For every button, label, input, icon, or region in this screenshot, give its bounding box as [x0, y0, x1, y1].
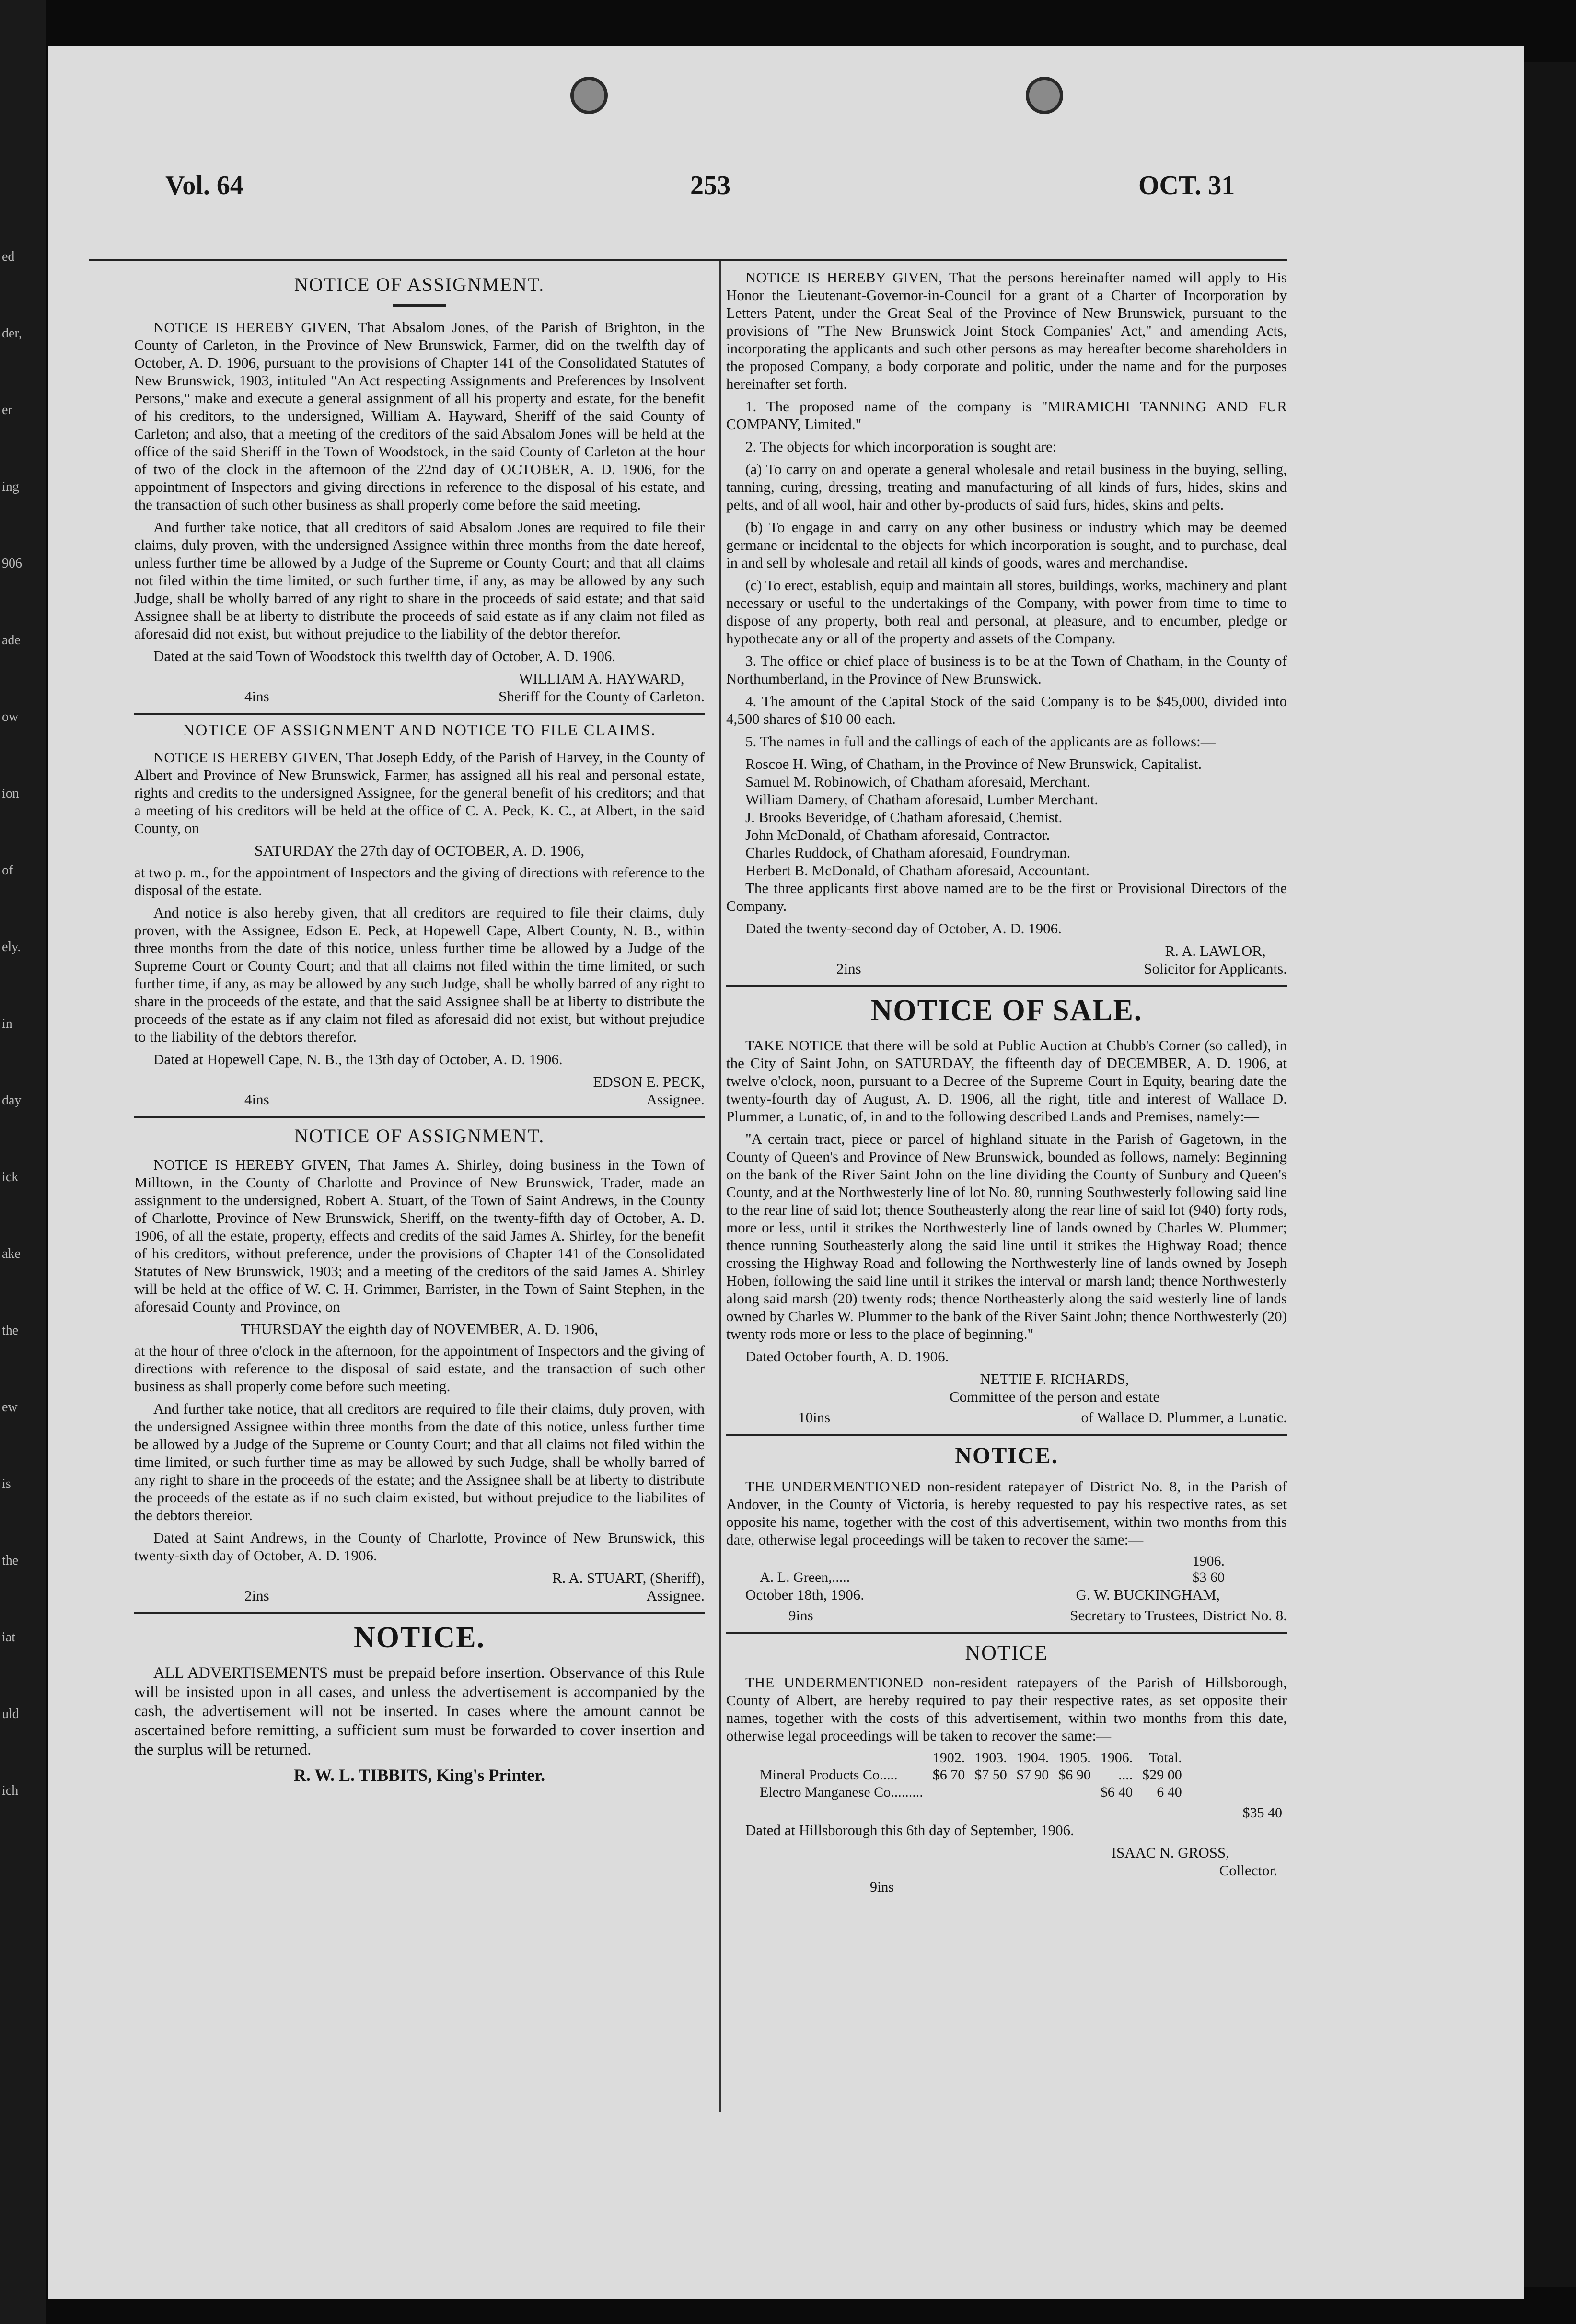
notice-paragraph: THE UNDERMENTIONED non-resident ratepayer of District No. 8, in the Parish of Andover, in the County of Victoria, is hereby requested to pay his respective rates, as set opposite his name, together with the cost of this advertisement, within two months from this date, otherwise legal proceedings will be taken to recover the same:— — [726, 1478, 1287, 1548]
notice-paragraph: NOTICE IS HEREBY GIVEN, That the persons hereinafter named will apply to His Honor the Lieutenant-Governor-in-Council for a grant of a Charter of Incorporation by Letters Patent, under the Great Seal of the Province of New Brunswick, pursuant to the provisions of "The New Brunswick Joint Stock Companies' Act," and amending Acts, incorporating the applicants and such other persons as may hereafter become shareholders in the proposed Company, a body corporate and politic, under the name and for the purposes hereinafter set forth. — [726, 269, 1287, 392]
table-row — [755, 1766, 1187, 1784]
column-header: Total. — [1149, 1750, 1182, 1766]
ratepayer-name: Mineral Products Co..... — [760, 1767, 898, 1783]
margin-fragment: of — [2, 863, 13, 878]
page-number: 253 — [690, 171, 730, 200]
margin-fragment: uld — [2, 1707, 19, 1721]
rates-table — [755, 1749, 1187, 1801]
signer-role: of Wallace D. Plummer, a Lunatic. — [1081, 1409, 1287, 1426]
table-cell: .... — [1118, 1767, 1133, 1783]
notice-paragraph: 1. The proposed name of the company is "MIRAMICHI TANNING AND FUR COMPANY, Limited." — [726, 398, 1287, 432]
applicant-line: Samuel M. Robinowich, of Chatham aforesaid, Merchant. — [745, 773, 1090, 790]
notice-paragraph: NOTICE IS HEREBY GIVEN, That Joseph Eddy, of the Parish of Harvey, in the County of Albert and Province of New Brunswick, Farmer, has assigned all his real and personal estate, rights and credits to the undersigned Assignee, for the general benefit of his creditors; and that a meeting of his creditors will be held at the office of C. A. Peck, K. C., at Albert, in the said County, on — [134, 749, 705, 837]
margin-fragment: ew — [2, 1400, 18, 1415]
column-header: 1904. — [1016, 1750, 1049, 1766]
table-cell: $7 50 — [974, 1767, 1007, 1783]
signer-role: Assignee. — [646, 1587, 705, 1604]
signature-block — [134, 670, 705, 705]
notice-incorporation — [726, 268, 1287, 977]
signer-name: EDSON E. PECK, — [593, 1073, 705, 1090]
signer — [1144, 942, 1287, 977]
meeting-date: THURSDAY the eighth day of NOVEMBER, A. D. 1906, — [240, 1320, 599, 1337]
column-header: 1903. — [974, 1750, 1007, 1766]
signer-name: R. A. STUART, (Sheriff), — [552, 1569, 705, 1586]
notice-title: NOTICE OF SALE. — [870, 994, 1143, 1027]
notice-paragraph: at the hour of three o'clock in the afternoon, for the appointment of Inspectors and the giving of directions with reference to the disposal of said estate, and the transaction of such other business as shall properly come before such meeting. — [134, 1342, 705, 1394]
ratepayer-name: A. L. Green,..... — [760, 1569, 850, 1585]
dated-line: Dated at Saint Andrews, in the County of Charlotte, Province of New Brunswick, this twenty-sixth day of October, A. D. 1906. — [134, 1529, 705, 1564]
table-cell: $6 70 — [932, 1767, 965, 1783]
notice-assignment-eddy — [134, 721, 705, 1108]
signer-role: Assignee. — [646, 1091, 705, 1108]
table-header-row — [755, 1749, 1187, 1766]
notice-title: NOTICE. — [955, 1443, 1058, 1468]
margin-fragment: ake — [2, 1246, 21, 1261]
notice-hillsborough-rates — [726, 1640, 1287, 1895]
margin-fragment: day — [2, 1093, 22, 1108]
applicant-line: Charles Ruddock, of Chatham aforesaid, Foundryman. — [745, 844, 1071, 861]
ratepayer-name: Electro Manganese Co......... — [760, 1784, 923, 1800]
year-header: 1906. — [1192, 1553, 1225, 1569]
signer-role: Collector. — [1219, 1862, 1277, 1879]
margin-fragment: ick — [2, 1170, 19, 1185]
notice-paragraph: (a) To carry on and operate a general wholesale and retail business in the buying, selling, tanning, curing, dressing, treating and manufacturing of all kinds of furs, hides, skins and pelts, and of all wool, hair and other by-products of said furs, hides, skins and pelts. — [726, 461, 1287, 513]
notice-title: NOTICE OF ASSIGNMENT AND NOTICE TO FILE CLAIMS. — [183, 721, 656, 739]
signer-name: WILLIAM A. HAYWARD, — [519, 670, 684, 687]
insertion-count: 2ins — [836, 960, 861, 977]
dated-line: Dated at Hopewell Cape, N. B., the 13th day of October, A. D. 1906. — [153, 1051, 563, 1068]
notice-paragraph: NOTICE IS HEREBY GIVEN, That Absalom Jones, of the Parish of Brighton, in the County of Carleton, in the Province of New Brunswick, Farmer, did on the twelfth day of October, A. D. 1906, pursuant to the provisions of Chapter 141 of the Consolidated Statutes of New Brunswick, 1903, intituled "An Act respecting Assignments and Preferences by Insolvent Persons," make and execute a general assignment of all his property and estate, for the benefit of his creditors, to the undersigned, William A. Hayward, Sheriff of the said County of Carleton; and also, that a meeting of the creditors of the said Absalom Jones will be held at the office of the said Sheriff in the Town of Woodstock, in the said County of Carleton at the hour of two of the clock in the afternoon of the 22nd day of OCTOBER, A. D. 1906, for the appointment of Inspectors and giving directions in reference to the disposal of his estate, and the transaction of such other business as shall properly come before the said meeting. — [134, 319, 705, 513]
notice-title: NOTICE OF ASSIGNMENT. — [294, 1125, 545, 1147]
insertion-count: 4ins — [244, 1091, 269, 1108]
signature-block — [134, 1569, 705, 1604]
margin-fragment: is — [2, 1476, 11, 1491]
notice-assignment-jones — [134, 273, 705, 705]
dated-line: Dated at Hillsborough this 6th day of September, 1906. — [745, 1822, 1074, 1838]
notice-prepaid-advertisements — [134, 1621, 705, 1785]
page-edge-shadow — [1524, 62, 1576, 2287]
insertion-count: 9ins — [788, 1607, 813, 1624]
notice-title: NOTICE. — [353, 1621, 486, 1654]
dated-line: Dated the twenty-second day of October, A. D. 1906. — [745, 920, 1062, 937]
margin-fragment: ow — [2, 709, 19, 724]
notice-paragraph: 5. The names in full and the callings of each of the applicants are as follows:— — [745, 733, 1216, 750]
insertion-count: 9ins — [870, 1879, 894, 1895]
margin-fragment: der, — [2, 326, 22, 341]
margin-fragment: er — [2, 403, 12, 418]
notice-title: NOTICE OF ASSIGNMENT. — [294, 274, 545, 295]
notice-paragraph: "A certain tract, piece or parcel of highland situate in the Parish of Gagetown, in the County of Queen's and Province of New Brunswick, bounded as follows, namely: Beginning on the bank of the River Saint John on the line dividing the County of Sunbury and Queen's County, and at the Northwesterly line of lot No. 80, running Southwesterly following said line to the rear line of said lot; thence Southeasterly along the rear line of said lot (940) forty rods, more or less, until it strikes the Northwesterly line of lands owned by Charles W. Plummer; thence running Southeasterly along the said line until it strikes the Highway Road; thence crossing the Highway Road and following the Northwesterly line of lands owned by Joseph Hoben, following the said line until it strikes the interval or marsh land; thence Northwesterly along said marsh (20) twenty rods; thence Northeasterly along the said westerly line of lands owned by Charles W. Plummer to the bank of the River Saint John; thence Northwesterly (20) twenty rods more or less to the place of beginning." — [726, 1130, 1287, 1342]
insertion-count: 4ins — [244, 688, 269, 705]
notice-paragraph: TAKE NOTICE that there will be sold at Public Auction at Chubb's Corner (so called), in the City of Saint John, on SATURDAY, the fifteenth day of DECEMBER, A. D. 1906, at twelve o'clock, noon, pursuant to a Decree of the Supreme Court in Equity, bearing date the twenty-fourth day of August, A. D. 1906, all the right, title and interest of Wallace D. Plummer, a Lunatic, of, in and to the following described Lands and Premises, namely:— — [726, 1037, 1287, 1125]
margin-fragment: ich — [2, 1783, 19, 1798]
notice-paragraph: THE UNDERMENTIONED non-resident ratepayers of the Parish of Hillsborough, County of Albert, are hereby required to pay their respective rates, as set opposite their names, together with the costs of this advertisement, within two months from this date, otherwise legal proceedings will be taken to recover the same:— — [726, 1674, 1287, 1744]
applicant-line: William Damery, of Chatham aforesaid, Lumber Merchant. — [745, 791, 1099, 808]
signer-name: R. A. LAWLOR, — [1165, 942, 1266, 959]
notice-paragraph: 3. The office or chief place of business is to be at the Town of Chatham, in the County of Northumberland, in the Province of New Brunswick. — [726, 652, 1287, 687]
table-cell: $6 40 — [1100, 1784, 1133, 1800]
column-header: 1906. — [1100, 1750, 1133, 1766]
notice-divider — [134, 713, 705, 715]
punch-hole — [570, 77, 608, 114]
meeting-date: SATURDAY the 27th day of OCTOBER, A. D. 1906, — [254, 842, 585, 859]
signer-name: G. W. BUCKINGHAM, — [1076, 1586, 1220, 1603]
notice-paragraph: (b) To engage in and carry on any other business or industry which may be deemed germane or incidental to the objects for which incorporation is sought, and to purchase, deal in and sell by wholesale and retail all kinds of goods, wares and merchandise. — [726, 519, 1287, 571]
margin-fragment: 906 — [2, 556, 22, 571]
notice-of-sale — [726, 994, 1287, 1426]
column-header: 1902. — [932, 1750, 965, 1766]
rate-amount: $3 60 — [1192, 1569, 1225, 1585]
signature-block — [134, 1073, 705, 1108]
margin-fragment: iat — [2, 1630, 15, 1645]
table-cell: $7 90 — [1016, 1767, 1049, 1783]
margin-fragment: the — [2, 1323, 19, 1338]
notice-divider — [726, 1434, 1287, 1436]
volume-label: Vol. 64 — [165, 171, 243, 200]
signer-name: NETTIE F. RICHARDS, — [980, 1371, 1129, 1387]
adjacent-page-strip — [0, 0, 46, 2324]
table-cell — [1054, 1784, 1096, 1801]
table-cell — [928, 1784, 970, 1801]
signer-role: Sheriff for the County of Carleton. — [498, 688, 705, 705]
margin-fragment: ing — [2, 479, 19, 494]
signer — [498, 670, 705, 705]
applicant-line: J. Brooks Beveridge, of Chatham aforesaid, Chemist. — [745, 809, 1063, 825]
column-separator — [719, 261, 721, 2112]
notice-divider — [134, 1116, 705, 1118]
notice-divider — [726, 1632, 1287, 1634]
table-cell: $29 00 — [1142, 1767, 1182, 1783]
grand-total: $35 40 — [1242, 1805, 1282, 1821]
right-column — [726, 268, 1287, 2114]
table-cell: $6 90 — [1058, 1767, 1091, 1783]
signature-block — [726, 942, 1287, 977]
left-column — [134, 268, 705, 2138]
title-rule — [393, 304, 446, 307]
signer-role: Secretary to Trustees, District No. 8. — [1070, 1607, 1287, 1624]
notice-title: NOTICE — [965, 1641, 1048, 1664]
notice-andover-rates — [726, 1442, 1287, 1624]
signature-block — [726, 1586, 1287, 1604]
punch-hole — [1026, 77, 1063, 114]
dated-line: Dated at the said Town of Woodstock this twelfth day of October, A. D. 1906. — [153, 648, 616, 664]
header-rule — [89, 259, 1287, 261]
notice-date: October 18th, 1906. — [745, 1586, 864, 1603]
notice-paragraph: NOTICE IS HEREBY GIVEN, That James A. Shirley, doing business in the Town of Milltown, in the County of Charlotte and Province of New Brunswick, Trader, made an assignment to the undersigned, Robert A. Stuart, of the Town of Saint Andrews, in the County of Charlotte, Province of New Brunswick, Sheriff, on the twenty-fifth day of October, A. D. 1906, of all the estate, property, effects and credits of the said James A. Shirley, for the benefit of his creditors, without preference, under the provisions of Chapter 141 of the Consolidated Statutes of New Brunswick, 1903; and a meeting of the creditors of the said James A. Shirley will be held at the office of W. C. H. Grimmer, Barrister, in the Town of Saint Stephen, in the aforesaid County and Province, on — [134, 1156, 705, 1315]
margin-fragment: ely. — [2, 940, 21, 954]
signature-block — [726, 1408, 1287, 1426]
insertion-count: 2ins — [244, 1587, 269, 1604]
notice-assignment-shirley — [134, 1125, 705, 1604]
margin-fragment: ade — [2, 633, 21, 648]
margin-fragment: ed — [2, 249, 15, 264]
issue-date: OCT. 31 — [1138, 171, 1235, 200]
applicant-line: John McDonald, of Chatham aforesaid, Contractor. — [745, 826, 1050, 843]
kings-printer-signature: R. W. L. TIBBITS, King's Printer. — [293, 1766, 545, 1785]
notice-paragraph: at two p. m., for the appointment of Inspectors and the giving of directions with reference to the disposal of the estate. — [134, 864, 705, 898]
margin-fragment: in — [2, 1016, 12, 1031]
table-cell — [1012, 1784, 1054, 1801]
rate-row — [726, 1569, 1287, 1586]
signature-block — [726, 1606, 1287, 1624]
notice-paragraph: ALL ADVERTISEMENTS must be prepaid before insertion. Observance of this Rule will be insisted upon in all cases, and unless the advertisement is accompanied by the cash, the advertisement will not be inserted. In cases where the amount cannot be ascertained before remitting, a sufficient sum must be forwarded to cover insertion and the surplus will be returned. — [134, 1664, 705, 1758]
signer-role: Committee of the person and estate — [949, 1388, 1160, 1405]
signer-role: Solicitor for Applicants. — [1144, 960, 1287, 977]
notice-paragraph: (c) To erect, establish, equip and maintain all stores, buildings, works, machinery and plant necessary or useful to the undertakings of the Company, with power from time to time to dispose of any property, both real and personal, at pleasure, and to encumber, pledge or hypothecate any or all of the property and assets of the Company. — [726, 577, 1287, 647]
table-cell — [970, 1784, 1012, 1801]
insertion-count: 10ins — [798, 1409, 831, 1426]
signer — [593, 1073, 705, 1108]
notice-paragraph: And further take notice, that all creditors of said Absalom Jones are required to file their claims, duly proven, with the undersigned Assignee within three months from the date hereof, unless further time be allowed by a Judge of the Supreme or County Court; and that all claims not filed within the time limited, or such further time, if any, as may be allowed by any such Judge, shall be wholly barred of any right to share in the proceeds of said estate; and that said Assignee shall be at liberty to distribute the proceeds of said estate as if any claim not filed as aforesaid did not exist, but without prejudice to the liability of the debtor therefor. — [134, 519, 705, 642]
notice-paragraph: 2. The objects for which incorporation is sought are: — [745, 438, 1057, 455]
applicant-line: Herbert B. McDonald, of Chatham aforesaid, Accountant. — [745, 862, 1089, 879]
table-cell: 6 40 — [1157, 1784, 1182, 1800]
margin-fragment: the — [2, 1553, 19, 1568]
table-row — [755, 1784, 1187, 1801]
notice-paragraph: And notice is also hereby given, that all creditors are required to file their claims, duly proven, with the Assignee, Edson E. Peck, at Hopewell Cape, Albert County, N. B., within three months from the date of this notice, unless further time be allowed by a Judge of the Supreme Court or County Court; and that all claims not filed within the time limited, or such further time, if any, as may be allowed by any such Judge, shall be wholly barred of any right to share in the proceeds of the estate, and that the said Assignee shall be at liberty to distribute the proceeds of the estate as if any claim not filed as aforesaid did not exist, but without prejudice to the liability of the debtors therefor. — [134, 904, 705, 1045]
margin-fragment: ion — [2, 786, 19, 801]
notice-paragraph: The three applicants first above named are to be the first or Provisional Directors of the Company. — [726, 880, 1287, 914]
signer-name: ISAAC N. GROSS, — [1111, 1844, 1229, 1861]
applicant-line: Roscoe H. Wing, of Chatham, in the Province of New Brunswick, Capitalist. — [745, 755, 1202, 772]
notice-paragraph: 4. The amount of the Capital Stock of the said Company is to be $45,000, divided into 4,500 shares of $10 00 each. — [726, 693, 1287, 727]
dated-line: Dated October fourth, A. D. 1906. — [745, 1348, 949, 1365]
notice-paragraph: And further take notice, that all creditors are required to file their claims, duly proven, with the undersigned Assignee within three months from the date of this notice, unless further time be allowed by a Judge of the Supreme or County Court; and that all claims not filed within the time limited, or such further time as may be allowed by such Judge, shall be wholly barred of any right to share in the proceeds of the estate; and the Assignee shall be at liberty to distribute the proceeds of the estate as if no such claim existed, but without prejudice to the liabilites of the debtors thereior. — [134, 1400, 705, 1523]
signer — [552, 1569, 705, 1604]
notice-divider — [726, 985, 1287, 987]
notice-divider — [134, 1612, 705, 1614]
column-header: 1905. — [1058, 1750, 1091, 1766]
